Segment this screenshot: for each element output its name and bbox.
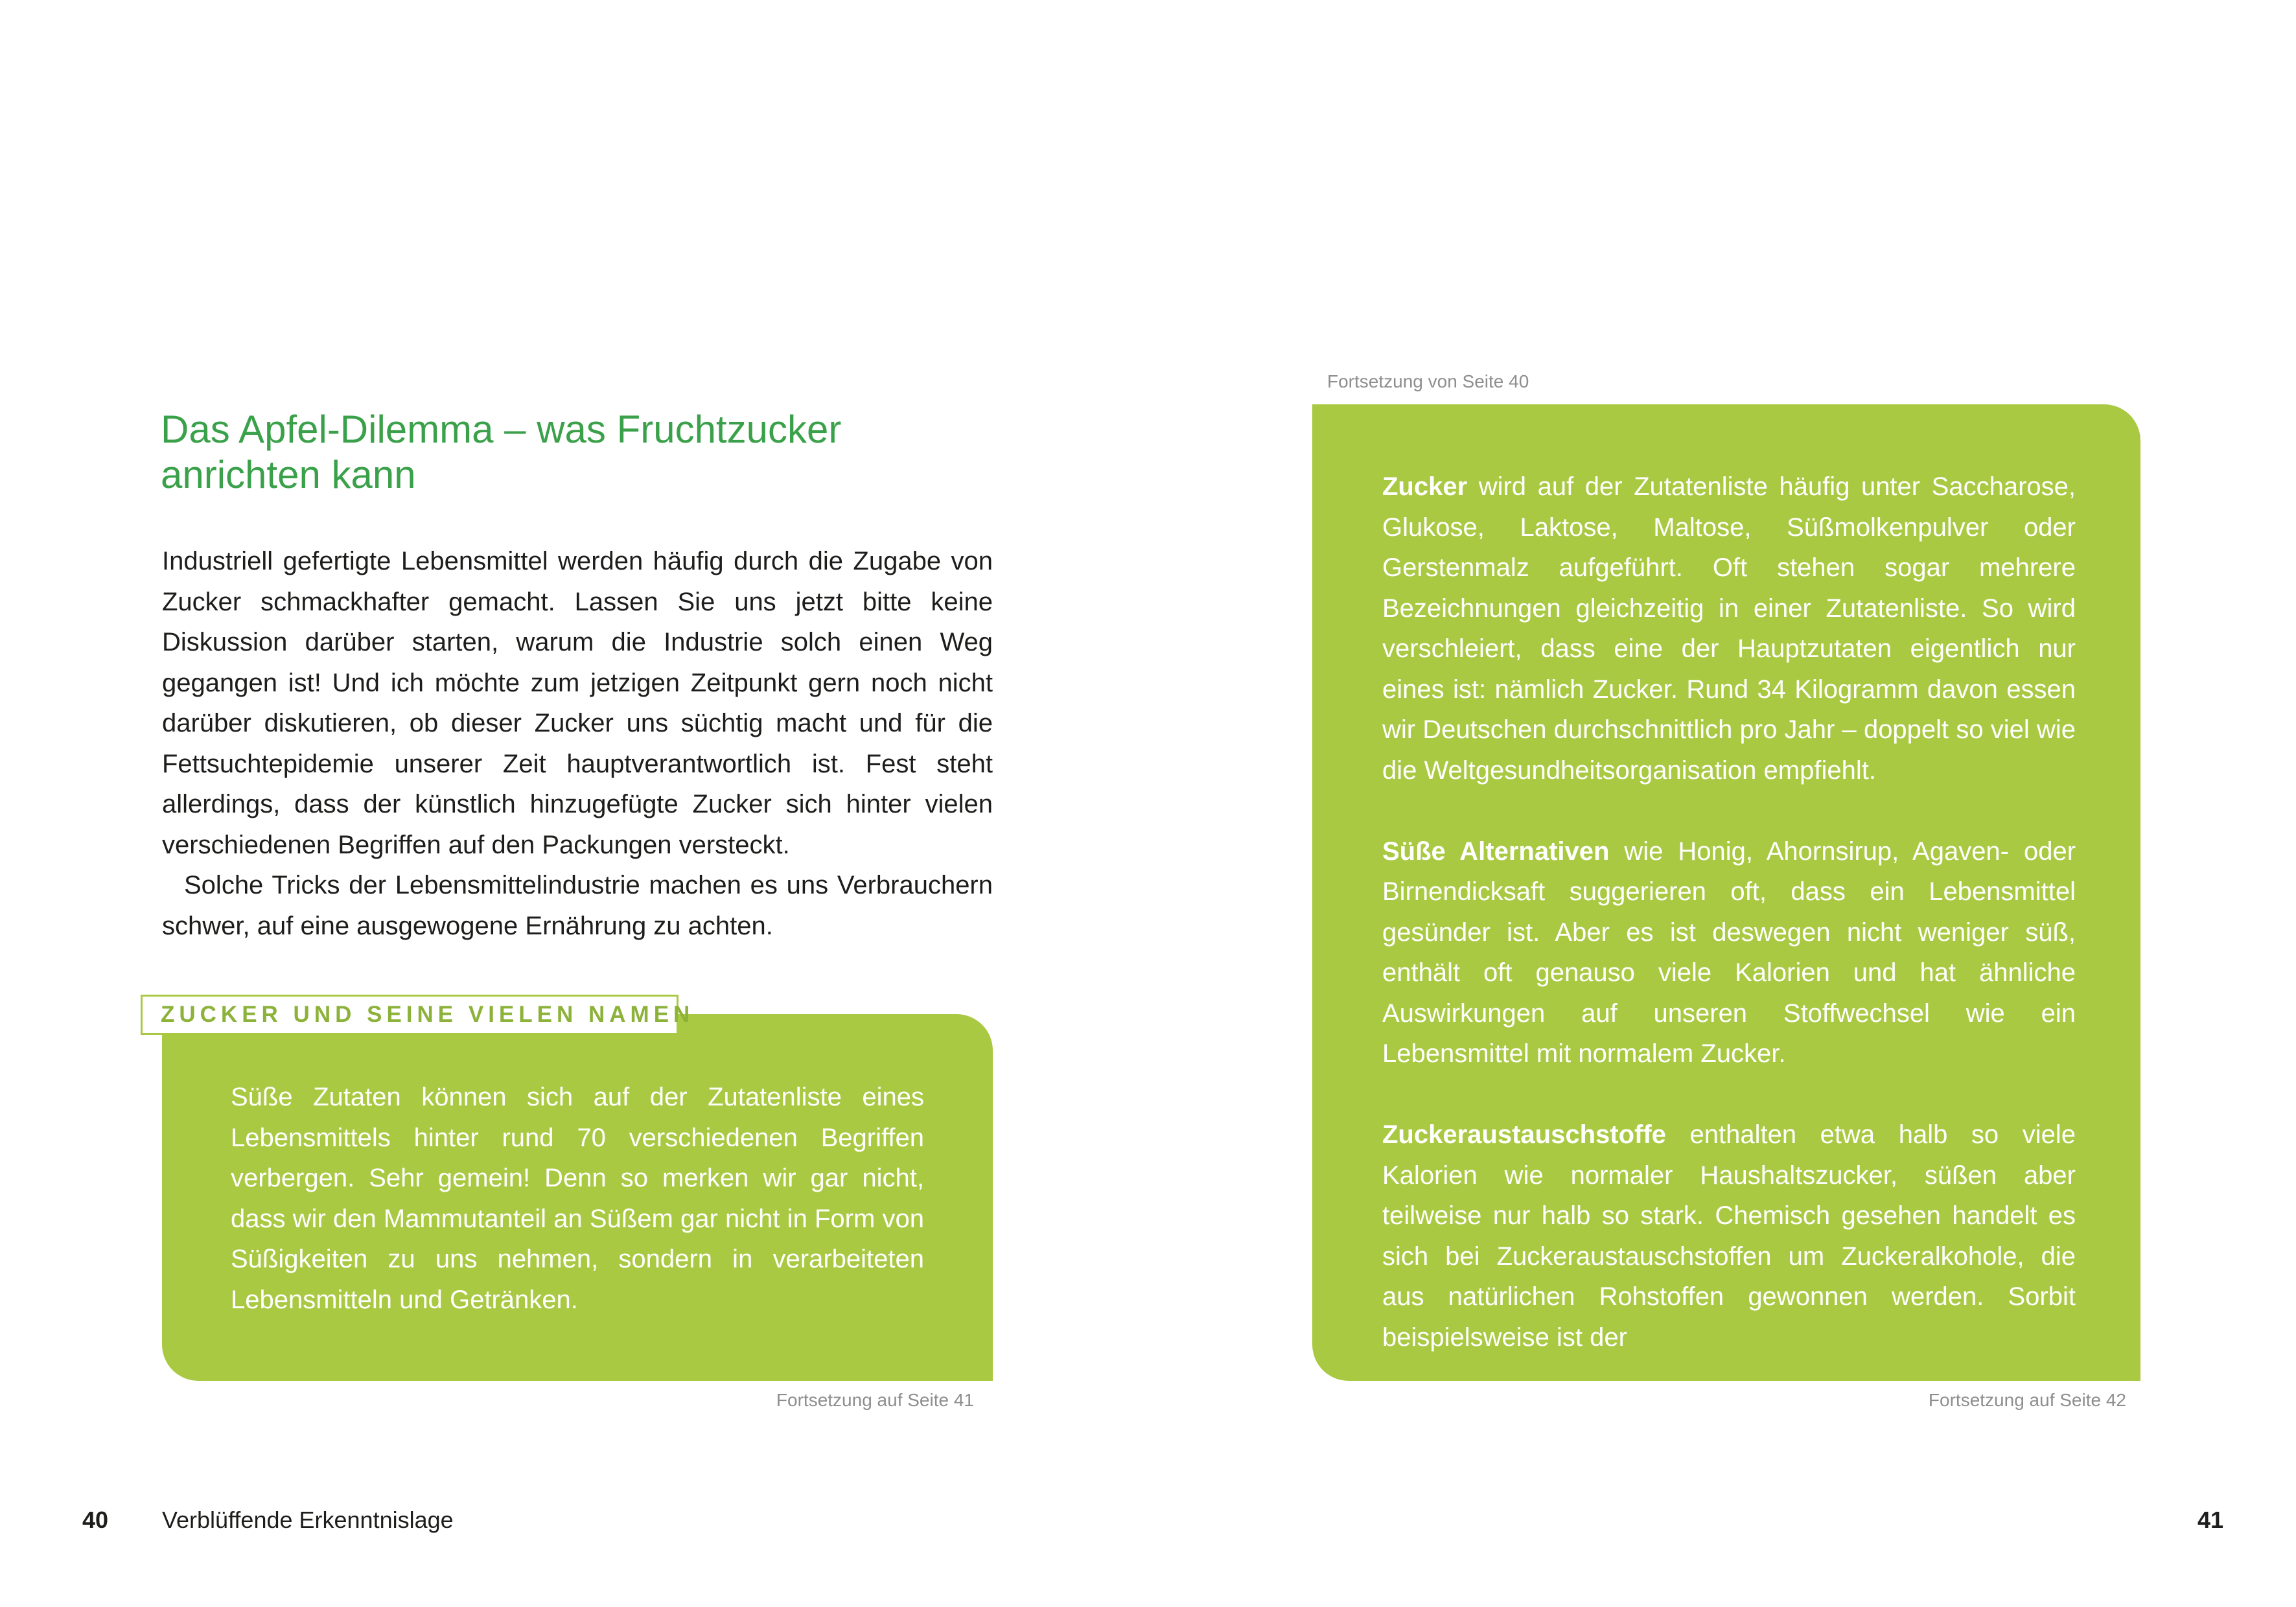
info-box-heading: ZUCKER UND SEINE VIELEN NAMEN <box>141 995 678 1035</box>
box-paragraph <box>1382 831 2076 1074</box>
info-box-text: Süße Zutaten können sich auf der Zutatenliste eines Lebensmittels hinter rund 70 verschiedenen Begriffen verbergen. Sehr gemein! Denn so merken wir gar nicht, dass wir den Mammutanteil an Süßem gar nicht in Form von Süßigkeiten zu uns nehmen, sondern in verarbeiteten Lebensmitteln und Getränken. <box>231 1083 924 1314</box>
paragraph-text: enthalten etwa halb so viele Kalorien wie normaler Haushaltszucker, süßen aber teilweise nur halb so stark. Chemisch gesehen handelt es sich bei Zuckeraustauschstoffen um Zuckeralkohole, die aus natürlichen Rohstoffen gewonnen werden. Sorbit beispielsweise ist der <box>1382 1120 2076 1352</box>
paragraph: Industriell gefertigte Lebensmittel werden häufig durch die Zugabe von Zucker schmackhafter gemacht. Lassen Sie uns jetzt bitte keine Diskussion darüber starten, warum die Industrie solch einen Weg gegangen ist! Und ich möchte zum jetzigen Zeitpunkt gern noch nicht darüber diskutieren, ob dieser Zucker uns süchtig macht und für die Fettsuchtepidemie unserer Zeit hauptverantwortlich ist. Fest steht allerdings, dass der künstlich hinzugefügte Zucker sich hinter vielen verschiedenen Begriffen auf den Packungen versteckt. <box>162 547 993 859</box>
continuation-note: Fortsetzung auf Seite 41 <box>776 1390 974 1410</box>
paragraph: Solche Tricks der Lebensmittelindustrie machen es uns Verbrauchern schwer, auf eine ausgewogene Ernährung zu achten. <box>162 871 993 940</box>
chapter-title: Das Apfel-Dilemma – was Fruchtzucker anrichten kann <box>161 408 842 496</box>
body-text <box>162 541 993 946</box>
page-number-right: 41 <box>2197 1507 2223 1533</box>
paragraph-text: wie Honig, Ahornsirup, Agaven- oder Birnendicksaft suggerieren oft, dass ein Lebensmittel gesünder ist. Aber es ist deswegen nicht weniger süß, enthält oft genauso viele Kalorien und hat ähnliche Auswirkungen auf unseren Stoffwechsel wie ein Lebensmittel mit normalem Zucker. <box>1382 837 2076 1068</box>
box-paragraph <box>1382 1115 2076 1358</box>
info-box-continued-text <box>1382 467 2076 1398</box>
continued-from-note: Fortsetzung von Seite 40 <box>1327 371 1529 391</box>
keyword: Zucker <box>1382 472 1468 501</box>
box-paragraph <box>1382 467 2076 791</box>
keyword: Zuckeraustauschstoffe <box>1382 1120 1666 1149</box>
continuation-note: Fortsetzung auf Seite 42 <box>1928 1390 2126 1410</box>
keyword: Süße Alternativen <box>1382 837 1610 866</box>
page-number-left: 40 <box>82 1507 109 1533</box>
paragraph-text: wird auf der Zutatenliste häufig unter Saccharose, Glukose, Laktose, Maltose, Süßmolkenpulver oder Gerstenmalz aufgeführt. Oft stehen sogar mehrere Bezeichnungen gleichzeitig in einer Zutatenliste. So wird verschleiert, dass eine der Hauptzutaten eigentlich nur eines ist: nämlich Zucker. Rund 34 Kilogramm davon essen wir Deutschen durchschnittlich pro Jahr – doppelt so viel wie die Weltgesundheitsorganisation empfiehlt. <box>1382 472 2076 785</box>
running-footer: Verblüffende Erkenntnislage <box>162 1507 454 1533</box>
